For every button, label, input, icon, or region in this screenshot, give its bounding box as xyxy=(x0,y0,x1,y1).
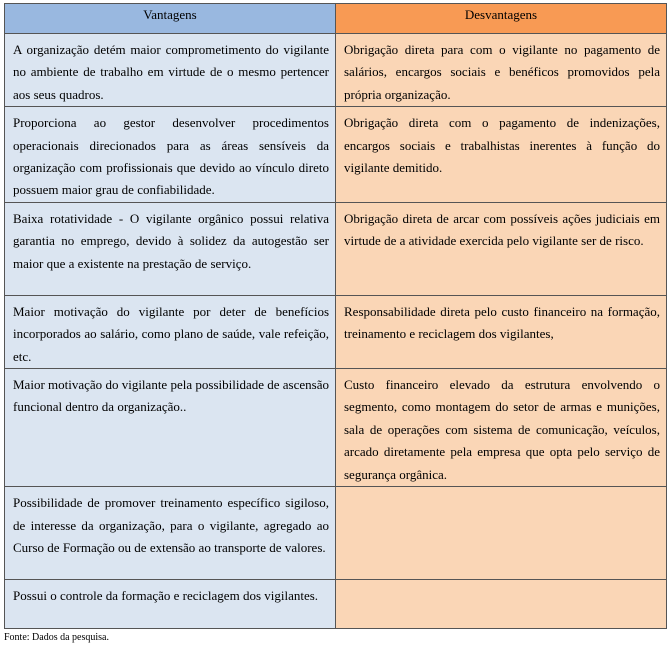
comparison-table-wrapper xyxy=(4,3,666,629)
advantage-cell xyxy=(5,580,336,629)
disadvantage-text: Responsabilidade direta pelo custo financeiro na formação, treinamento e reciclagem dos vigilantes, xyxy=(344,303,660,342)
table-row xyxy=(5,295,667,368)
advantage-text: Possui o controle da formação e reciclagem dos vigilantes. xyxy=(13,588,319,604)
header-advantages: Vantagens xyxy=(5,4,336,34)
header-row xyxy=(5,4,667,34)
advantage-text: Maior motivação do vigilante pela possibilidade de ascensão funcional dentro da organização.. xyxy=(13,377,329,415)
advantage-cell xyxy=(5,487,336,580)
table-row xyxy=(5,580,667,629)
advantage-cell xyxy=(5,107,336,203)
advantage-cell xyxy=(5,295,336,368)
advantage-text: Possibilidade de promover treinamento específico sigiloso, de interesse da organização, para o vigilante, agregado ao Curso de Formação ou de extensão ao transporte de valores. xyxy=(13,495,329,555)
disadvantage-text xyxy=(336,580,666,585)
advantage-text: Proporciona ao gestor desenvolver procedimentos operacionais direcionados para as áreas sensíveis da organização com profissionais que devido ao vínculo direto possuem maior grau de confiabilidade. xyxy=(13,115,329,198)
table-row xyxy=(5,107,667,203)
table-row xyxy=(5,34,667,107)
advantage-cell xyxy=(5,202,336,295)
advantage-text: Maior motivação do vigilante por deter de benefícios incorporados ao salário, como plano de saúde, vale refeição, etc. xyxy=(13,303,329,364)
advantage-text: A organização detém maior comprometimento do vigilante no ambiente de trabalho em virtude de o mesmo pertencer aos seus quadros. xyxy=(13,42,329,102)
disadvantage-cell xyxy=(336,202,667,295)
disadvantage-cell xyxy=(336,107,667,203)
disadvantage-cell xyxy=(336,369,667,487)
advantage-cell xyxy=(5,369,336,487)
advantage-text: Baixa rotatividade - O vigilante orgânico possui relativa garantia no emprego, devido à solidez da autogestão ser maior que a existente na prestação de serviço. xyxy=(13,210,329,271)
disadvantage-text: Obrigação direta para com o vigilante no pagamento de salários, encargos sociais e benéficos promovidos pela própria organização. xyxy=(344,42,660,102)
disadvantage-text xyxy=(336,487,666,492)
comparison-table xyxy=(4,3,667,629)
disadvantage-text: Custo financeiro elevado da estrutura envolvendo o segmento, como montagem do setor de armas e munições, sala de operações com sistema de comunicação, veículos, arcado diretamente pela empresa que opta pelo serviço de segurança orgânica. xyxy=(344,377,660,482)
advantage-cell xyxy=(5,34,336,107)
header-disadvantages: Desvantagens xyxy=(336,4,667,34)
table-row xyxy=(5,487,667,580)
table-row xyxy=(5,369,667,487)
table-row xyxy=(5,202,667,295)
disadvantage-text: Obrigação direta de arcar com possíveis ações judiciais em virtude de a atividade exercida pelo vigilante ser de risco. xyxy=(344,210,660,249)
disadvantage-cell xyxy=(336,295,667,368)
source-caption: Fonte: Dados da pesquisa. xyxy=(4,632,109,643)
disadvantage-text: Obrigação direta com o pagamento de indenizações, encargos sociais e trabalhistas inerentes à função do vigilante demitido. xyxy=(344,115,660,176)
disadvantage-cell xyxy=(336,487,667,580)
disadvantage-cell xyxy=(336,34,667,107)
disadvantage-cell xyxy=(336,580,667,629)
